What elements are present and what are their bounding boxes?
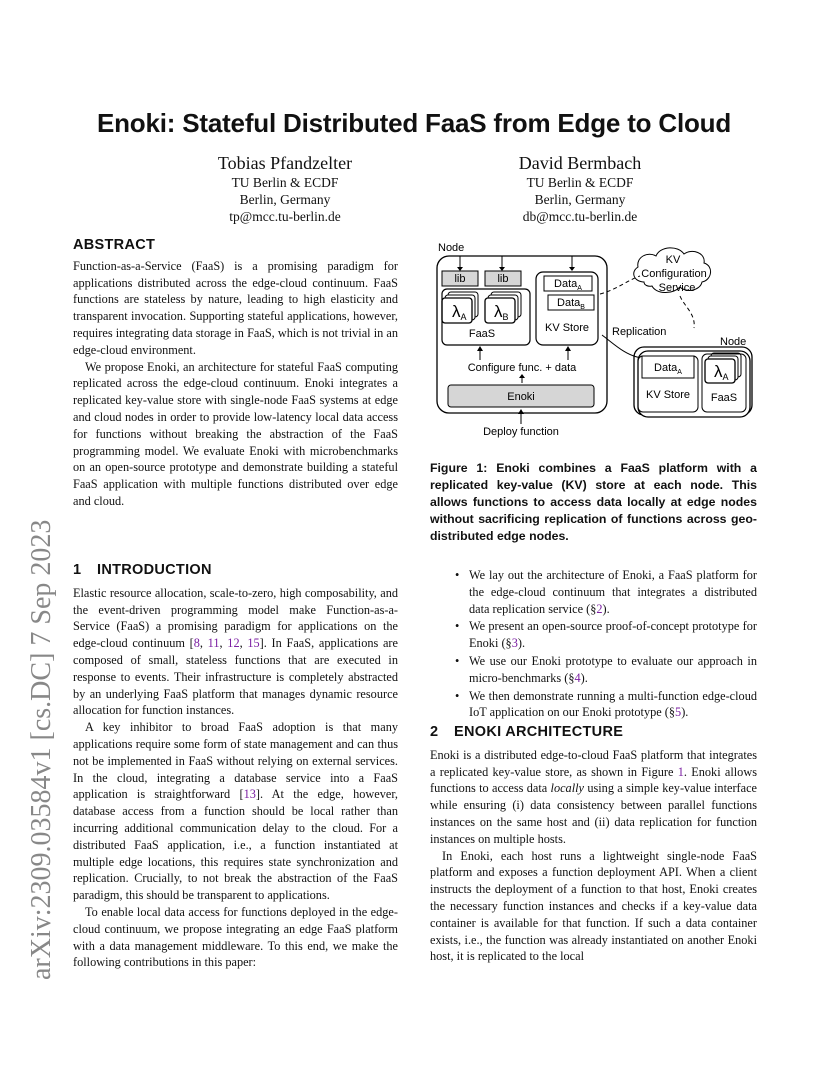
intro-paragraph-3: To enable local data access for functions deployed in the edge-cloud continuum, we propose integrating an edge FaaS platform with a data management middleware. To this end, we make the following contributions in this paper: — [73, 904, 398, 970]
architecture-figure — [430, 240, 760, 440]
figure-link[interactable]: 1 — [677, 764, 684, 779]
figure-caption: Figure 1: Enoki combines a FaaS platform with a replicated key-value (KV) store at each node. This allows functions to access data locally at edge nodes without sacrificing replication of functions across geo-distributed edge nodes. — [430, 461, 757, 543]
arxiv-side-label: arXiv:2309.03584v1 [cs.DC] 7 Sep 2023 — [26, 519, 57, 980]
abstract-paragraph: We propose Enoki, an architecture for stateful FaaS computing replicated across the edge-cloud continuum. Enoki integrates a replicated key-value store with single-node FaaS systems at edge and cloud nodes in order to provide low-latency local data access for functions without breaking the abstraction of the FaaS programming model. We evaluate Enoki with microbenchmarks on an open-source prototype and demonstrate building a stateful FaaS application with multiple functions distributed over edge and cloud. — [73, 359, 398, 508]
section-link[interactable]: 4 — [574, 670, 581, 685]
text-run: ]. At the edge, however, database access from a function should be local rather than incurring additional communication delay to the cloud. For a distributed FaaS application, i.e., a function instantiated at multiple edge locations, this requires state synchronization and replication. Crucially, to not break the abstraction of the FaaS paradigm, this should be transparent to applications. — [73, 787, 398, 903]
text-run: Enoki is a distributed edge-to-cloud FaaS platform that integrates a replicated key-value store, as shown in Figure — [430, 747, 757, 779]
author-email: db@mcc.tu-berlin.de — [522, 209, 638, 224]
lib-label: lib — [454, 273, 466, 285]
citation-link[interactable]: 8 — [193, 636, 200, 651]
arrow-head — [477, 346, 483, 351]
node2-faas-label: FaaS — [710, 392, 738, 404]
citation-link[interactable]: 13 — [243, 787, 256, 802]
lambda-a-symbol: λA — [452, 302, 467, 322]
contributions-list — [445, 567, 757, 722]
node2-kv-label: KV Store — [645, 389, 691, 401]
enoki-label: Enoki — [507, 391, 535, 403]
author-name: Tobias Pfandzelter — [217, 153, 353, 173]
list-item: • We lay out the architecture of Enoki, a FaaS platform for the edge-cloud continuum that integrates a distributed data replication service (§2). — [455, 567, 757, 617]
arrow-head — [565, 346, 571, 351]
configure-label: Configure func. + data — [467, 362, 577, 374]
arch-paragraph-1 — [430, 747, 757, 848]
abstract-heading: ABSTRACT — [73, 237, 156, 253]
author-1 — [155, 152, 415, 225]
author-affiliation: TU Berlin & ECDF — [526, 175, 634, 190]
text-run: A key inhibitor to broad FaaS adoption is that many applications require some form of state management and can thus not be implemented in FaaS without relying on external services. In the cloud, integrating a database service into a FaaS application is straightforward [ — [73, 720, 398, 802]
node-label: Node — [438, 242, 465, 254]
config-link — [680, 296, 694, 328]
citation-link[interactable]: 15 — [247, 636, 260, 651]
citation-link[interactable]: 12 — [227, 636, 240, 651]
config-link — [600, 276, 640, 294]
architecture-section — [430, 724, 757, 965]
kv-config-label: Configuration — [641, 268, 707, 280]
text-run: Elastic resource allocation, scale-to-zero, high composability, and the event-driven programming model make Function-as-a-Service (FaaS) a promising paradigm for applications on the edge-cloud continuum [ — [73, 585, 398, 651]
author-location: Berlin, Germany — [239, 192, 331, 207]
faas-label: FaaS — [468, 328, 496, 340]
section-title: ENOKI ARCHITECTURE — [454, 724, 624, 740]
author-name: David Bermbach — [518, 153, 642, 173]
section-link[interactable]: 5 — [675, 705, 682, 720]
arrow-head — [519, 374, 525, 378]
kv-config-label: Service — [658, 282, 696, 294]
kv-config-label: KV — [665, 254, 681, 266]
abstract-section — [73, 237, 398, 510]
section-title: INTRODUCTION — [97, 562, 212, 578]
arrow-head — [457, 267, 463, 271]
section-link[interactable]: 3 — [511, 636, 518, 651]
arrow-head — [569, 267, 575, 271]
replication-label: Replication — [612, 326, 667, 338]
arrow-head — [499, 267, 505, 271]
arrow-head — [518, 409, 524, 414]
list-item: • We present an open-source proof-of-concept prototype for Enoki (§3). — [455, 618, 757, 652]
author-email: tp@mcc.tu-berlin.de — [229, 209, 341, 224]
section-number: 1 — [73, 562, 82, 578]
text-run: using a simple key-value interface while ensuring (i) data consistency between parallel functions instances on the same host and (ii) data replication for function instances on multiple hosts. — [430, 781, 758, 846]
kv-store-label: KV Store — [544, 322, 590, 334]
node2-label: Node — [720, 336, 747, 348]
text-run: . Enoki allows functions to access data — [430, 764, 758, 796]
author-affiliation: TU Berlin & ECDF — [231, 175, 339, 190]
emphasis: locally — [550, 781, 584, 796]
author-2 — [450, 152, 710, 225]
intro-paragraph-2 — [73, 719, 398, 904]
list-item: • We then demonstrate running a multi-function edge-cloud IoT application on our Enoki prototype (§5). — [455, 688, 757, 722]
arch-paragraph-2: In Enoki, each host runs a lightweight single-node FaaS platform and exposes a function deployment API. When a client instructs the deployment of a function to that host, Enoki creates the necessary function instances and checks if a key-value data container is available for that function. If such a data container exists, i.e., the function was already instantiated on another Enoki host, it is replicated to the local — [430, 848, 757, 964]
abstract-paragraph: Function-as-a-Service (FaaS) is a promising paradigm for applications distributed across the edge-cloud continuum. FaaS functions are stateless by nature, leading to high elasticity and transparent invocation. Supporting stateful applications, however, requires integrating data storage in FaaS, which is not trivial in an edge-cloud environment. — [73, 258, 398, 357]
intro-heading — [73, 562, 398, 579]
introduction-section — [73, 562, 398, 971]
deploy-label: Deploy function — [483, 426, 559, 438]
data-a-label: Data$_A$ — [554, 278, 582, 292]
section-link[interactable]: 2 — [596, 601, 603, 616]
citation-link[interactable]: 11 — [207, 636, 220, 651]
architecture-heading — [430, 724, 757, 741]
intro-paragraph-1: Elastic resource allocation, scale-to-zero, high composability, and the event-driven programming model make Function-as-a-Service (FaaS) a promising paradigm for applications on the edge-cloud continuum [8, 11, 12, 15]. In FaaS, applications are composed of small, stateless functions that are executed in response to events. Their infrastructure is completely abstracted by an underlying FaaS platform that manages dynamic resource allocation for function instances. — [73, 585, 398, 718]
text-run: ]. In FaaS, applications are composed of small, stateless functions that are executed in response to events. Their infrastructure is completely abstracted by an underlying FaaS platform that manages dynamic resource allocation for function instances. — [73, 636, 398, 718]
paper-title: Enoki: Stateful Distributed FaaS from Edge to Cloud — [96, 108, 732, 138]
section-number: 2 — [430, 724, 439, 740]
replication-arrow — [602, 335, 642, 358]
list-item: • We use our Enoki prototype to evaluate our approach in micro-benchmarks (§4). — [455, 653, 757, 687]
lib-label: lib — [497, 273, 509, 285]
node2-data-label: Data$_A$ — [654, 362, 682, 376]
node2-lambda-symbol: λA — [714, 362, 729, 382]
author-location: Berlin, Germany — [534, 192, 626, 207]
lambda-b-symbol: λB — [494, 302, 509, 322]
data-b-label: Data$_B$ — [557, 297, 585, 311]
